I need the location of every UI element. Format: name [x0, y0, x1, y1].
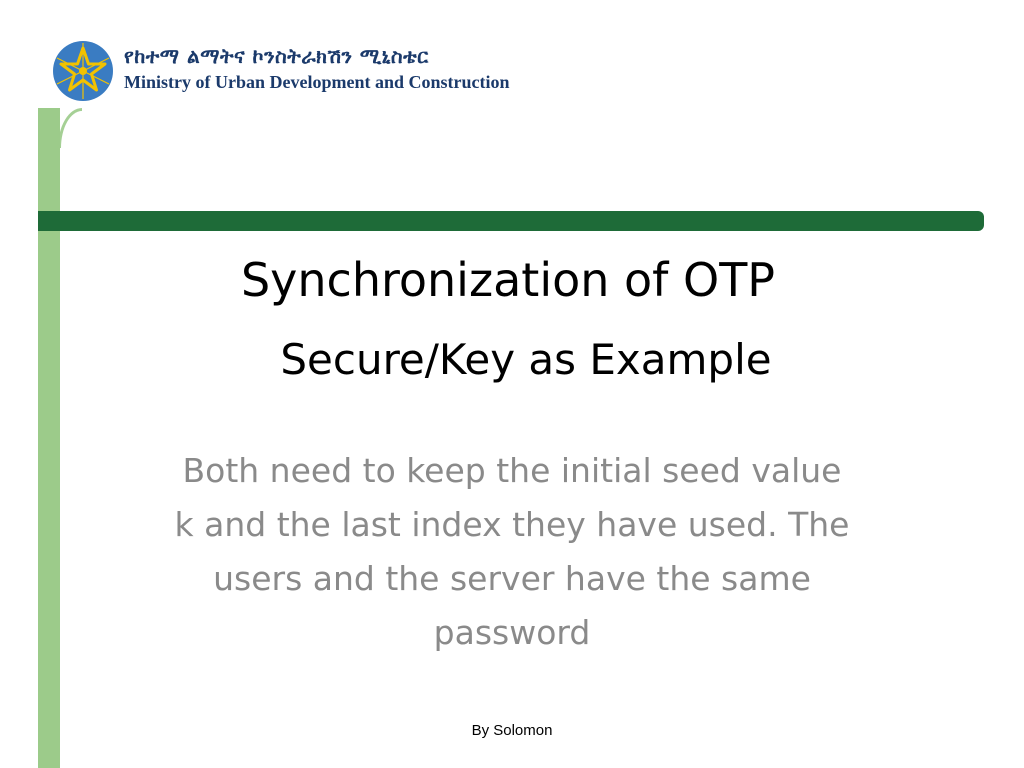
- ministry-name-amharic: የከተማ ልማትና ኮንስትራክሽን ሚኒስቴር: [124, 44, 429, 68]
- ethiopian-emblem-star-icon: [52, 40, 114, 102]
- ministry-name-english: Ministry of Urban Development and Construction: [124, 72, 510, 92]
- left-accent-curve: [58, 108, 82, 148]
- slide-subtitle: Secure/Key as Example: [280, 335, 772, 384]
- header-divider-bar: [38, 211, 984, 231]
- slide-title: Synchronization of OTP: [240, 253, 776, 307]
- slide-body-text: Both need to keep the initial seed value k and the last index they have used. The users and the server have the same password: [174, 451, 850, 652]
- left-accent-bar: [38, 108, 60, 768]
- slide-footer-author: By Solomon: [471, 722, 553, 739]
